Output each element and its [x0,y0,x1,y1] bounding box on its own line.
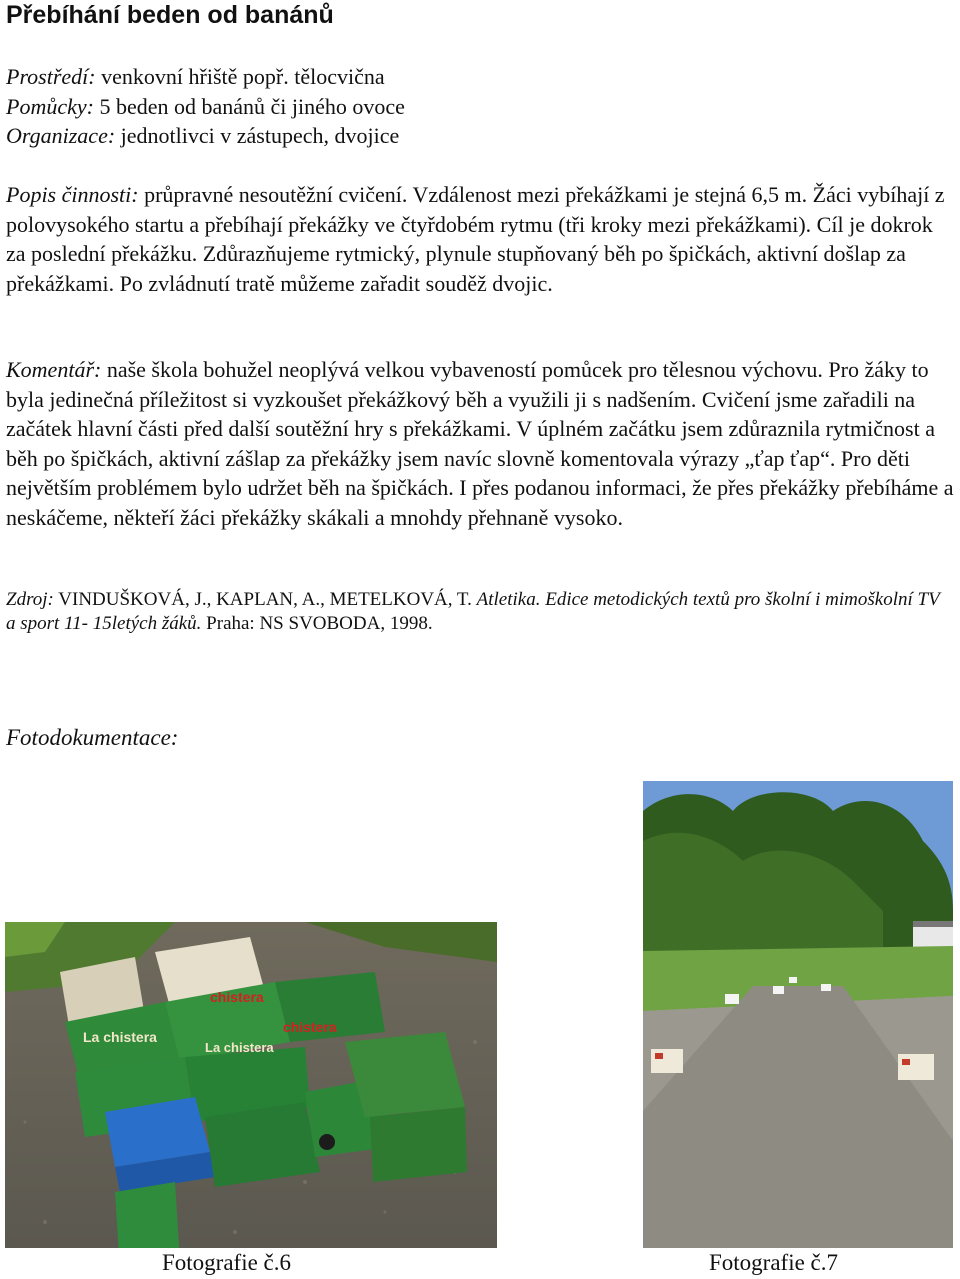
source-citation [6,588,946,636]
photo-section-heading: Fotodokumentace: [6,725,179,750]
page-title: Přebíhání beden od banánů [6,1,334,29]
track-illustration [643,781,953,1248]
comment-text: naše škola bohužel neoplývá velkou vybaveností pomůcek pro tělesnou výchovu. Pro žáky to byla jedinečná příležitost si vyzkoušet překážkový běh a využili ji s nadšením. Cvičení jsme zařadili na začátek hlavní části před další soutěžní hry s překážkami. V úplném začátku jsem zdůraznila rytmičnost a běh po špičkách, aktivní zášlap za překážky jsem navíc slovně komentovala výrazy „ťap ťap“. Pro děti největším problémem bylo udržet běh na špičkách. I přes podanou informaci, že přes překážky přebíháme a neskáčeme, někteří žáci překážky skákali a mnohdy přehnaně vysoko. [6,357,954,530]
source-work: Atletika. Edice metodických textů pro školní i mimoškolní TV a sport 11- 15letých žáků. [6,589,940,634]
tools-value: 5 beden od banánů či jiného ovoce [93,93,405,119]
description-text: průpravné nesoutěžní cvičení. Vzdálenost mezi překážkami je stejná 6,5 m. Žáci vybíhají z polovysokého startu a přebíhají překážky ve čtyřdobém rytmu (tři kroky mezi překážkami). Cíl je dokrok za poslední překážku. Zdůrazňujeme rytmický, plynule stupňovaný běh po špičkách, aktivní došlap za překážkami. Po zvládnutí tratě můžeme zařadit souděž dvojic. [6,182,945,296]
description-paragraph [6,180,956,298]
activity-meta [6,62,946,151]
organization-label: Organizace: [6,123,116,148]
box-label-2: chistera [210,989,264,1005]
comment-label: Komentář: [6,357,102,382]
photo-banana-boxes [5,922,497,1248]
source-publisher: Praha: NS SVOBODA, 1998. [201,613,433,634]
organization-row [6,121,946,151]
environment-value: venkovní hřiště popř. tělocvična [95,64,385,89]
tools-label: Pomůcky: [6,93,94,119]
description-label: Popis činnosti: [6,182,139,207]
box-label-4: La chistera [205,1040,274,1055]
tools-row [6,92,946,122]
banana-boxes-illustration [5,922,497,1248]
box-label-3: chistera [283,1019,337,1035]
photo-caption-2: Fotografie č.7 [709,1250,839,1275]
source-label: Zdroj: [6,589,54,610]
organization-value: jednotlivci v zástupech, dvojice [115,123,400,148]
source-authors: VINDUŠKOVÁ, J., KAPLAN, A., METELKOVÁ, T. [53,589,477,610]
photo-track-with-boxes [643,781,953,1248]
environment-label: Prostředí: [6,64,96,89]
photo-caption-1: Fotografie č.6 [162,1250,292,1275]
comment-paragraph [6,355,956,532]
environment-row [6,62,946,92]
box-label-1: La chistera [83,1029,157,1045]
